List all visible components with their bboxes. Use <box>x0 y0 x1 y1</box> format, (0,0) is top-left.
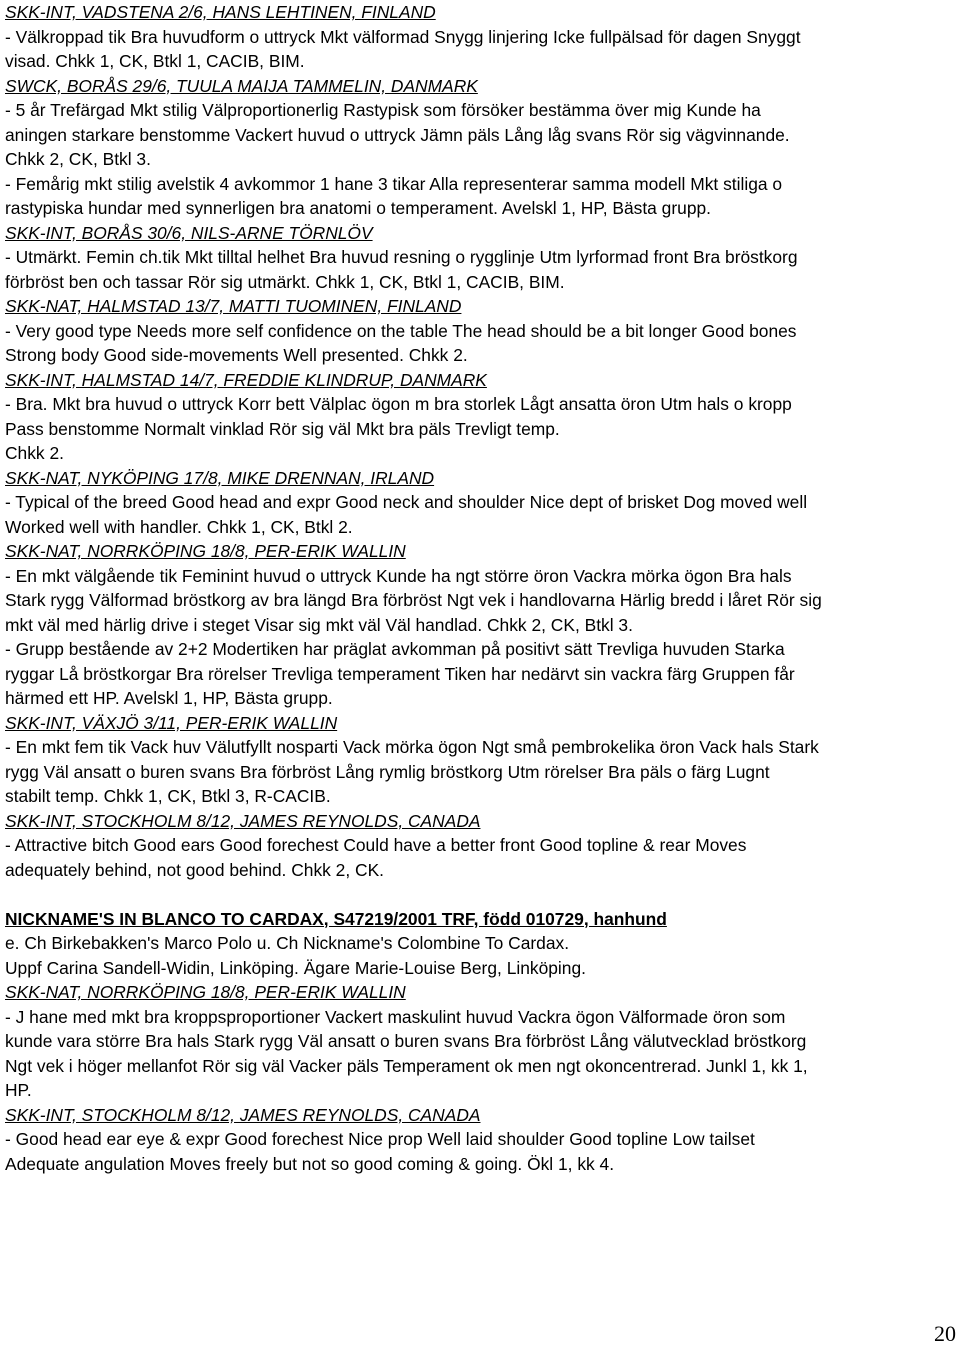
critique-line: - Bra. Mkt bra huvud o uttryck Korr bett Välplac ögon m bra storlek Lågt ansatta öron Utm hals o kropp <box>5 394 792 414</box>
critique-line: Adequate angulation Moves freely but not so good coming & going. Ökl 1, kk 4. <box>5 1153 615 1174</box>
critique-line: ryggar Lå bröstkorgar Bra rörelser Trevliga temperament Tiken har nedärvt sin vackra färg Gruppen får <box>5 663 795 684</box>
show-heading: SKK-INT, HALMSTAD 14/7, FREDDIE KLINDRUP, DANMARK <box>5 369 487 390</box>
show-heading: SKK-INT, VÄXJÖ 3/11, PER-ERIK WALLIN <box>5 712 338 733</box>
critique-line: - En mkt välgående tik Feminint huvud o uttryck Kunde ha ngt större öron Vackra mörka ögon Bra hals <box>5 565 792 586</box>
critique-line: - Typical of the breed Good head and expr Good neck and shoulder Nice dept of brisket Dog moved well <box>5 492 808 512</box>
critique-line: - En mkt fem tik Vack huv Välutfyllt nosparti Vack mörka ögon Ngt små pembrokelika öron Vack hals Stark <box>5 737 819 757</box>
show-heading: SKK-NAT, NORRKÖPING 18/8, PER-ERIK WALLIN <box>5 982 406 1002</box>
critique-line: e. Ch Birkebakken's Marco Polo u. Ch Nickname's Colombine To Cardax. <box>5 933 570 953</box>
critique-line: förbröst ben och tassar Rör sig utmärkt. Chkk 1, CK, Btkl 1, CACIB, BIM. <box>5 271 565 292</box>
blank-line <box>5 882 957 907</box>
critique-line: Pass benstomme Normalt vinklad Rör sig väl Mkt bra päls Trevligt temp. <box>5 418 560 439</box>
show-heading: SKK-INT, STOCKHOLM 8/12, JAMES REYNOLDS, CANADA <box>5 1104 481 1125</box>
critique-line: - Grupp bestående av 2+2 Modertiken har präglat avkomman på positivt sätt Trevliga huvuden Starka <box>5 639 785 659</box>
critique-line: - J hane med mkt bra kroppsproportioner Vackert maskulint huvud Vackra ögon Välformade öron som <box>5 1006 786 1027</box>
critique-line: Worked well with handler. Chkk 1, CK, Btkl 2. <box>5 516 353 537</box>
critique-line: - Femårig mkt stilig avelstik 4 avkommor 1 hane 3 tikar Alla representerar samma modell Mkt stiliga o <box>5 173 783 194</box>
critique-line: - Attractive bitch Good ears Good forechest Could have a better front Good topline & rear Moves <box>5 835 747 855</box>
show-heading: SKK-NAT, NORRKÖPING 18/8, PER-ERIK WALLIN <box>5 541 406 561</box>
critique-line: Chkk 2, CK, Btkl 3. <box>5 149 151 169</box>
critique-line: kunde vara större Bra hals Stark rygg Väl ansatt o buren svans Bra förbröst Lång välutvecklad bröstkorg <box>5 1031 807 1051</box>
critique-line: Uppf Carina Sandell-Widin, Linköping. Ägare Marie-Louise Berg, Linköping. <box>5 957 586 978</box>
critique-line: visad. Chkk 1, CK, Btkl 1, CACIB, BIM. <box>5 51 305 71</box>
critique-line: - Välkroppad tik Bra huvudform o uttryck Mkt välformad Snygg linjering Icke fullpälsad för dagen Snyggt <box>5 26 801 47</box>
critique-line: stabilt temp. Chkk 1, CK, Btkl 3, R-CACIB. <box>5 786 331 806</box>
show-heading: SWCK, BORÅS 29/6, TUULA MAIJA TAMMELIN, DANMARK <box>5 75 478 96</box>
critique-line: Stark rygg Välformad bröstkorg av bra längd Bra förbröst Ngt vek i handlovarna Härlig bredd i låret Rör sig <box>5 590 822 610</box>
critique-line: - Good head ear eye & expr Good forechest Nice prop Well laid shoulder Good topline Low tailset <box>5 1129 755 1149</box>
critique-line: Strong body Good side-movements Well presented. Chkk 2. <box>5 345 468 365</box>
critique-line: aningen starkare benstomme Vackert huvud o uttryck Jämn päls Lång låg svans Rör sig vägvinnande. <box>5 124 790 145</box>
show-heading: SKK-NAT, NYKÖPING 17/8, MIKE DRENNAN, IRLAND <box>5 467 435 488</box>
critique-line: - Very good type Needs more self confidence on the table The head should be a bit longer Good bones <box>5 320 797 341</box>
critique-line: rastypiska hundar med synnerligen bra anatomi o temperament. Avelskl 1, HP, Bästa grupp. <box>5 198 711 218</box>
show-heading: SKK-INT, VADSTENA 2/6, HANS LEHTINEN, FINLAND <box>5 2 436 22</box>
show-heading: SKK-NAT, HALMSTAD 13/7, MATTI TUOMINEN, FINLAND <box>5 296 462 316</box>
dog-heading <box>5 907 957 932</box>
critique-line: Ngt vek i höger mellanfot Rör sig väl Vacker päls Temperament ok men ngt okoncentrerad. Junkl 1, kk 1, <box>5 1055 808 1076</box>
critique-line: härmed ett HP. Avelskl 1, HP, Bästa grupp. <box>5 688 333 708</box>
critique-line: Chkk 2. <box>5 443 64 463</box>
critique-line: - Utmärkt. Femin ch.tik Mkt tilltal helhet Bra huvud resning o rygglinje Utm lyrformad front Bra bröstkorg <box>5 247 798 267</box>
dog-title: NICKNAME'S IN BLANCO TO CARDAX, S47219/2001 TRF, född 010729, hanhund <box>5 908 667 929</box>
document-body <box>5 0 957 1176</box>
page-number: 20 <box>934 1321 956 1346</box>
critique-line: - 5 år Trefärgad Mkt stilig Välproportionerlig Rastypisk som försöker bestämma över mig Kunde ha <box>5 100 761 120</box>
critique-line: adequately behind, not good behind. Chkk 2, CK. <box>5 859 385 880</box>
show-heading: SKK-INT, BORÅS 30/6, NILS-ARNE TÖRNLÖV <box>5 222 373 243</box>
critique-line: HP. <box>5 1080 32 1100</box>
critique-line: rygg Väl ansatt o buren svans Bra förbröst Lång rymlig bröstkorg Utm rörelser Bra päls o färg Lugnt <box>5 761 770 782</box>
show-heading: SKK-INT, STOCKHOLM 8/12, JAMES REYNOLDS, CANADA <box>5 810 481 831</box>
critique-line: mkt väl med härlig drive i steget Visar sig mkt väl Väl handlad. Chkk 2, CK, Btkl 3. <box>5 614 633 635</box>
